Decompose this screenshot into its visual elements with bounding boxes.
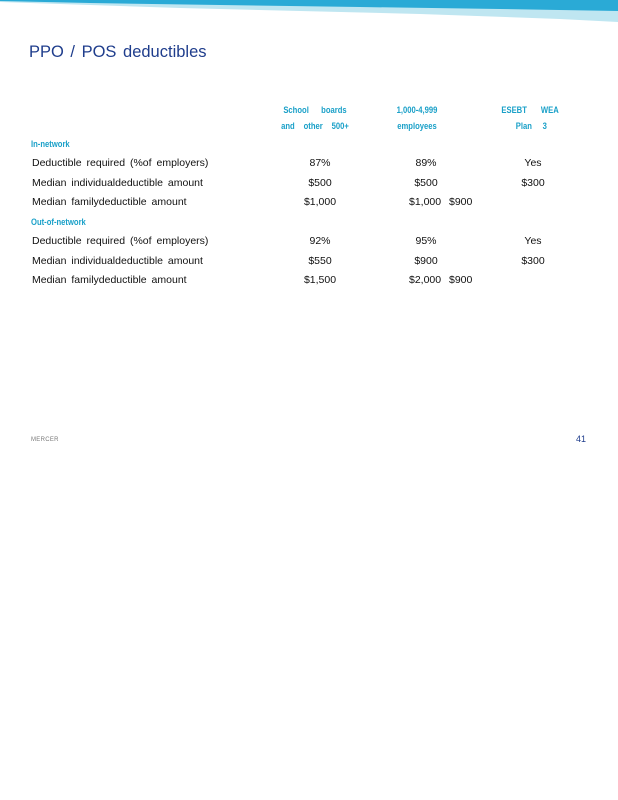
column-header-employees: [387, 102, 447, 134]
column-header-line: and other 500+: [281, 121, 349, 131]
cell-esebt-wea: $300: [521, 177, 545, 189]
cell-school-boards: $550: [308, 255, 332, 267]
section-heading-out-of-network: Out-of-network: [31, 217, 86, 227]
mercer-logo: MERCER: [31, 437, 59, 443]
page-number: 41: [576, 434, 587, 444]
column-header-line: employees: [397, 121, 437, 131]
cell-employees: $2,000: [409, 274, 442, 286]
cell-esebt-wea: Yes: [524, 157, 542, 169]
page-title: PPO / POS deductibles: [29, 43, 207, 61]
cell-school-boards: 87%: [309, 157, 331, 169]
column-header-line: Plan 3: [515, 121, 547, 131]
cell-school-boards: 92%: [309, 235, 331, 247]
cell-esebt-wea: $900: [449, 196, 473, 208]
cell-school-boards: $1,500: [303, 274, 337, 286]
column-header-esebt-wea: [499, 102, 559, 134]
cell-employees: 89%: [415, 157, 437, 169]
row-label: Median familydeductible amount: [32, 196, 187, 208]
cell-employees: 95%: [415, 235, 437, 247]
cell-esebt-wea: $300: [521, 255, 545, 267]
column-header-line: School boards: [283, 105, 347, 115]
row-label: Deductible required (%of employers): [32, 235, 209, 247]
row-label: Median individualdeductible amount: [32, 255, 203, 267]
cell-school-boards: $500: [308, 177, 332, 189]
column-header-line: 1,000-4,999: [396, 105, 438, 115]
section-heading-in-network: In-network: [31, 139, 70, 149]
cell-school-boards: $1,000: [303, 196, 337, 208]
cell-esebt-wea: $900: [449, 274, 473, 286]
header-banner: [0, 0, 618, 24]
column-header-school-boards: [277, 102, 354, 134]
cell-employees: $900: [414, 255, 438, 267]
cell-employees: $1,000: [409, 196, 442, 208]
row-label: Median familydeductible amount: [32, 274, 187, 286]
cell-esebt-wea: Yes: [524, 235, 542, 247]
row-label: Median individualdeductible amount: [32, 177, 203, 189]
column-header-line: ESEBT WEA: [501, 105, 559, 115]
cell-employees: $500: [414, 177, 438, 189]
row-label: Deductible required (%of employers): [32, 157, 209, 169]
